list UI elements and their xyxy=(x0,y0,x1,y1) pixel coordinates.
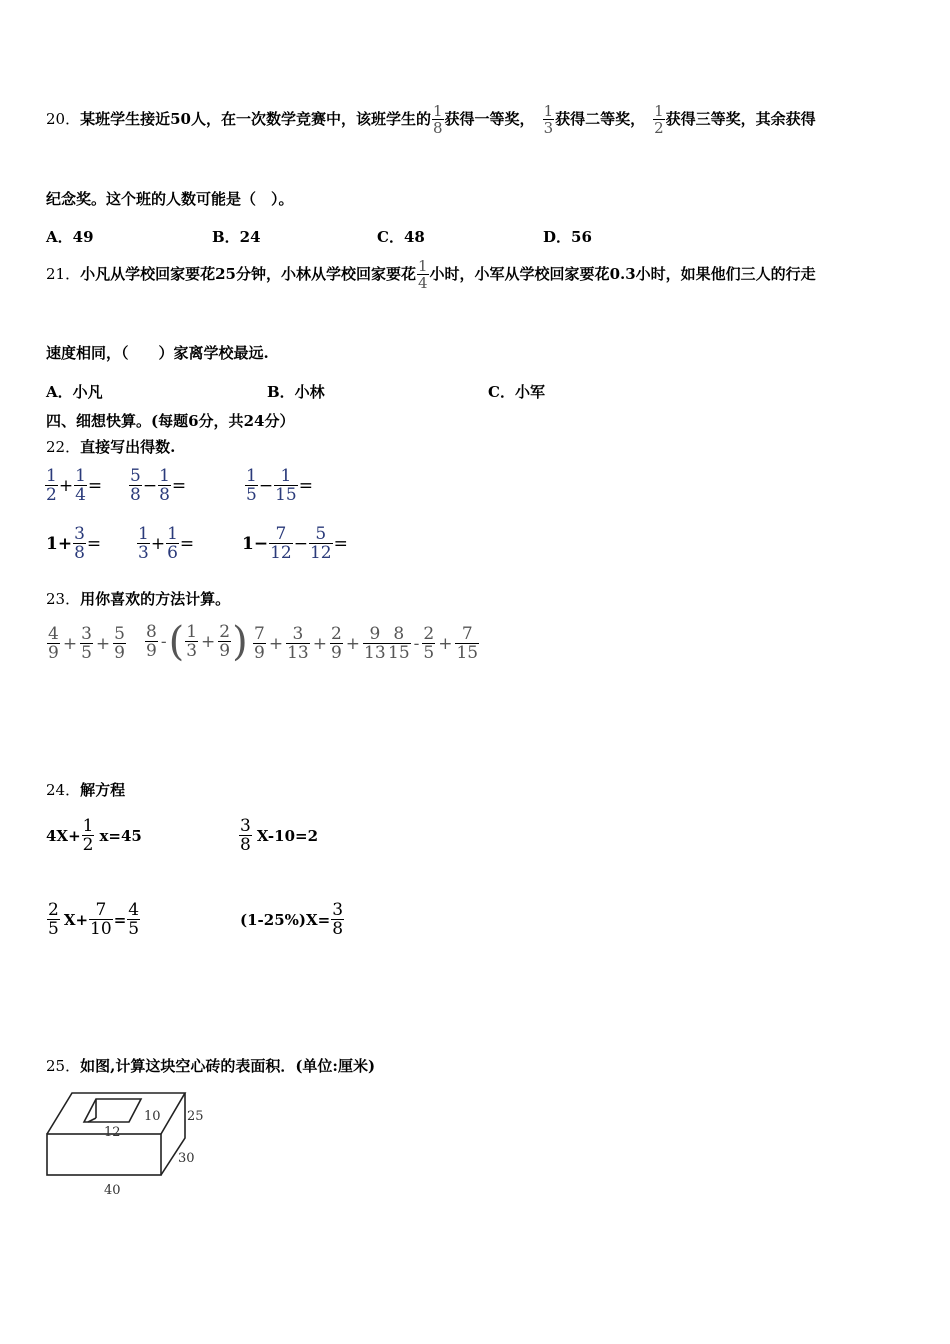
section-4-text-3: 分） xyxy=(264,412,295,430)
q25-number: 25． xyxy=(46,1057,81,1075)
q21-option-c: C．小军 xyxy=(488,383,545,401)
q22-e1-op: + xyxy=(58,476,74,496)
q22-e1-eq: = xyxy=(87,476,103,496)
q23-e4-frac-a: $\frac{8}{15}$ xyxy=(388,624,410,663)
q23-e4-frac-c: $\frac{7}{15}$ xyxy=(456,624,479,663)
q22-expr-4 xyxy=(46,526,101,562)
q23-e2-right-paren: ) xyxy=(232,619,248,665)
q22-e1-frac-a: $\frac{1}{2}$ xyxy=(46,466,57,505)
q21-fraction-1-4: $\frac{1}{4}$ xyxy=(418,257,428,292)
q23-expr-2 xyxy=(144,619,248,665)
q20-text-1: 某班学生接近 xyxy=(80,110,171,128)
q22-expr-1 xyxy=(44,468,102,504)
q24-e2-frac: $\frac{3}{8}$ xyxy=(240,816,251,855)
q21-option-a: A．小凡 xyxy=(46,383,103,401)
q24-number: 24． xyxy=(46,781,81,799)
q23-e2-left-paren: ( xyxy=(168,619,185,665)
q24-e3-mid: X+ xyxy=(63,911,89,929)
q23-e4-frac-b: $\frac{2}{5}$ xyxy=(423,624,435,663)
q21-line1 xyxy=(46,259,816,291)
q23-e2-frac-b: $\frac{1}{3}$ xyxy=(186,622,198,661)
q22-heading xyxy=(46,440,175,455)
q23-expr-3 xyxy=(252,626,388,662)
label-inner-width: 12 xyxy=(104,1125,121,1140)
q23-expr-1 xyxy=(46,626,127,662)
q22-e4-eq: = xyxy=(86,534,102,554)
q21-text-1: 小凡从学校回家要花 xyxy=(80,265,216,283)
q23-e1-frac-a: $\frac{4}{9}$ xyxy=(48,624,59,663)
q22-e4-lead: 1+ xyxy=(46,534,73,554)
q24-e2-tail: X-10=2 xyxy=(256,827,319,845)
q21-option-b: B．小林 xyxy=(267,383,325,401)
q23-e1-op2: + xyxy=(95,634,111,654)
q23-e1-frac-c: $\frac{5}{9}$ xyxy=(114,624,125,663)
label-depth: 30 xyxy=(178,1151,195,1166)
q25-heading xyxy=(46,1059,375,1074)
q21-number: 21． xyxy=(46,265,81,283)
label-height: 25 xyxy=(187,1109,204,1124)
section-4-text-1: 四、细想快算。(每题 xyxy=(46,412,189,430)
q20-line1 xyxy=(46,104,816,136)
q23-e3-frac-c: $\frac{2}{9}$ xyxy=(330,624,342,663)
q24-e3-frac-c: $\frac{4}{5}$ xyxy=(128,900,140,939)
q23-e2-op1: - xyxy=(160,632,167,652)
q23-e4-op1: - xyxy=(413,634,420,654)
q22-e6-op: − xyxy=(293,534,308,554)
q22-e3-frac-b: $\frac{1}{15}$ xyxy=(275,466,297,505)
q22-e2-op: − xyxy=(142,476,158,496)
q20-fraction-1-2: $\frac{1}{2}$ xyxy=(654,102,664,137)
q23-expr-4 xyxy=(386,626,480,662)
q23-e3-frac-a: $\frac{7}{9}$ xyxy=(254,624,265,663)
section-4-points-total: 24 xyxy=(243,412,265,430)
q24-equation-4 xyxy=(240,902,345,938)
q20-text-3: 获得一等奖， xyxy=(444,110,535,128)
q20-text-4: 获得二等奖， xyxy=(555,110,646,128)
hollow-brick-figure xyxy=(44,1090,214,1202)
q22-title: 直接写出得数. xyxy=(80,438,176,456)
q23-e2-frac-a: $\frac{8}{9}$ xyxy=(146,622,157,661)
q22-e5-frac-a: $\frac{1}{3}$ xyxy=(138,524,149,563)
q22-e5-eq: = xyxy=(179,534,195,554)
q23-heading xyxy=(46,592,230,607)
q23-e3-frac-d: $\frac{9}{13}$ xyxy=(364,624,386,663)
q22-expr-3 xyxy=(244,468,313,504)
q24-equation-2 xyxy=(238,818,318,854)
q22-expr-2 xyxy=(128,468,186,504)
q20-text-2: 人，在一次数学竞赛中，该班学生的 xyxy=(190,110,431,128)
q24-e1-frac: $\frac{1}{2}$ xyxy=(82,816,94,855)
label-length: 40 xyxy=(104,1183,121,1198)
q23-title: 用你喜欢的方法计算。 xyxy=(80,590,231,608)
q23-number: 23． xyxy=(46,590,81,608)
q25-title: 如图,计算这块空心砖的表面积．(单位:厘米) xyxy=(80,1057,376,1075)
q22-e6-frac-b: $\frac{5}{12}$ xyxy=(309,524,332,563)
q23-e1-frac-b: $\frac{3}{5}$ xyxy=(81,624,92,663)
q20-fraction-1-8: $\frac{1}{8}$ xyxy=(433,102,443,137)
q22-e5-frac-b: $\frac{1}{6}$ xyxy=(167,524,178,563)
q24-e1-lead: 4X+ xyxy=(46,827,81,845)
q22-e2-eq: = xyxy=(171,476,187,496)
q22-e1-frac-b: $\frac{1}{4}$ xyxy=(75,466,86,505)
q20-option-a: A．49 xyxy=(46,228,94,246)
label-inner-depth: 10 xyxy=(144,1109,161,1124)
q21-line2: 速度相同，（ ）家离学校最远. xyxy=(46,344,269,362)
q20-option-d: D．56 xyxy=(543,228,592,246)
q24-title: 解方程 xyxy=(80,781,126,799)
q23-e2-op2: + xyxy=(201,632,216,652)
q24-e3-frac-b: $\frac{7}{10}$ xyxy=(90,900,112,939)
q22-e3-frac-a: $\frac{1}{5}$ xyxy=(246,466,257,505)
q20-fraction-1-3: $\frac{1}{3}$ xyxy=(543,102,554,137)
section-4-text-2: 分，共 xyxy=(198,412,244,430)
q22-e5-op: + xyxy=(150,534,166,554)
q24-equation-1 xyxy=(46,818,142,854)
q21-text-3: 小时，小军从学校回家要花 xyxy=(429,265,610,283)
q22-e6-frac-a: $\frac{7}{12}$ xyxy=(270,524,292,563)
q22-e3-eq: = xyxy=(298,476,313,496)
q23-e3-frac-b: $\frac{3}{13}$ xyxy=(287,624,309,663)
q20-option-c: C．48 xyxy=(377,228,425,246)
q24-e1-tail: x=45 xyxy=(99,827,142,845)
q24-heading xyxy=(46,783,125,798)
brick-hole-top xyxy=(84,1099,141,1122)
q22-e6-eq: = xyxy=(333,534,348,554)
brick-front-face xyxy=(47,1134,161,1175)
q22-e4-frac-a: $\frac{3}{8}$ xyxy=(74,524,85,563)
section-4-heading xyxy=(46,414,294,429)
q23-e3-op3: + xyxy=(345,634,361,654)
q23-e4-op2: + xyxy=(438,634,453,654)
q22-e2-frac-a: $\frac{5}{8}$ xyxy=(130,466,141,505)
q22-e2-frac-b: $\frac{1}{8}$ xyxy=(159,466,170,505)
q21-text-2: 分钟，小林从学校回家要花 xyxy=(235,265,416,283)
q24-equation-3 xyxy=(46,902,141,938)
q22-number: 22． xyxy=(46,438,81,456)
q20-line2: 纪念奖。这个班的人数可能是（ ）。 xyxy=(46,190,294,208)
q20-number-50: 50 xyxy=(170,110,191,128)
q24-e3-eq: = xyxy=(113,911,127,929)
q21-number-0-3: 0.3 xyxy=(609,265,636,283)
q23-e2-frac-c: $\frac{2}{9}$ xyxy=(219,622,231,661)
section-4-points-each: 6 xyxy=(188,412,199,430)
q24-e4-frac: $\frac{3}{8}$ xyxy=(332,900,344,939)
q23-e3-op1: + xyxy=(268,634,284,654)
q22-expr-6 xyxy=(242,526,348,562)
q23-e1-op1: + xyxy=(62,634,78,654)
q22-e3-op: − xyxy=(258,476,274,496)
q21-number-25: 25 xyxy=(215,265,236,283)
q22-e6-lead: 1− xyxy=(242,534,269,554)
q24-e4-lead: (1-25%)X= xyxy=(240,911,331,929)
q20-option-b: B．24 xyxy=(212,228,261,246)
q20-text-5: 获得三等奖，其余获得 xyxy=(665,110,816,128)
q22-expr-5 xyxy=(136,526,194,562)
q23-e3-op2: + xyxy=(312,634,327,654)
q20-number: 20． xyxy=(46,110,81,128)
q21-text-4: 小时，如果他们三人的行走 xyxy=(635,265,816,283)
q24-e3-frac-a: $\frac{2}{5}$ xyxy=(48,900,59,939)
